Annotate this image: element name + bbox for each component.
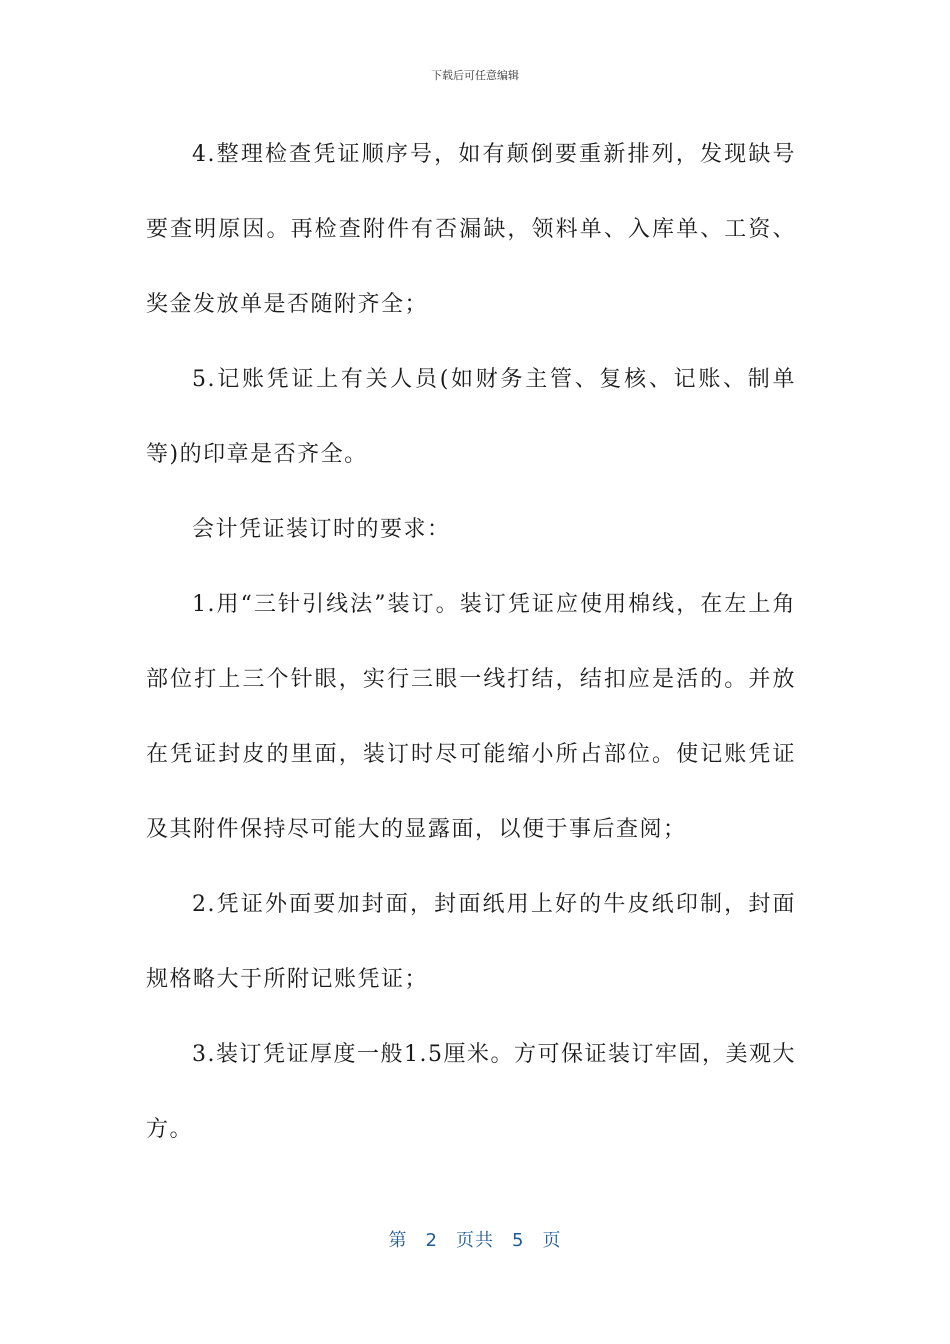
page-end-label: 页 <box>542 1230 562 1251</box>
current-page-number: 2 <box>425 1230 438 1251</box>
paragraph-seal-check: 5.记账凭证上有关人员(如财务主管、复核、记账、制单等)的印章是否齐全。 <box>146 367 796 467</box>
paragraph-thickness-requirement: 3.装订凭证厚度一般1.5厘米。方可保证装订牢固，美观大方。 <box>146 1042 796 1142</box>
page-of-label: 页共 <box>456 1230 494 1251</box>
total-pages-number: 5 <box>512 1230 525 1251</box>
document-body <box>146 117 796 1167</box>
paragraph-binding-requirements-heading: 会计凭证装订时的要求： <box>192 517 451 542</box>
paragraph-three-needle-method: 1.用“三针引线法”装订。装订凭证应使用棉线，在左上角部位打上三个针眼，实行三眼一线打结，结扣应是活的。并放在凭证封皮的里面，装订时尽可能缩小所占部位。使记账凭证及其附件保持尽可能大的显露面，以便于事后查阅； <box>146 592 796 842</box>
page-label: 第 <box>388 1230 408 1251</box>
page-number-footer <box>0 1226 950 1252</box>
paragraph-cover-requirement: 2.凭证外面要加封面，封面纸用上好的牛皮纸印制，封面规格略大于所附记账凭证； <box>146 892 796 992</box>
paragraph-check-sequence: 4.整理检查凭证顺序号，如有颠倒要重新排列，发现缺号要查明原因。再检查附件有否漏缺，领料单、入库单、工资、奖金发放单是否随附齐全； <box>146 142 796 317</box>
header-note: 下载后可任意编辑 <box>431 69 519 82</box>
